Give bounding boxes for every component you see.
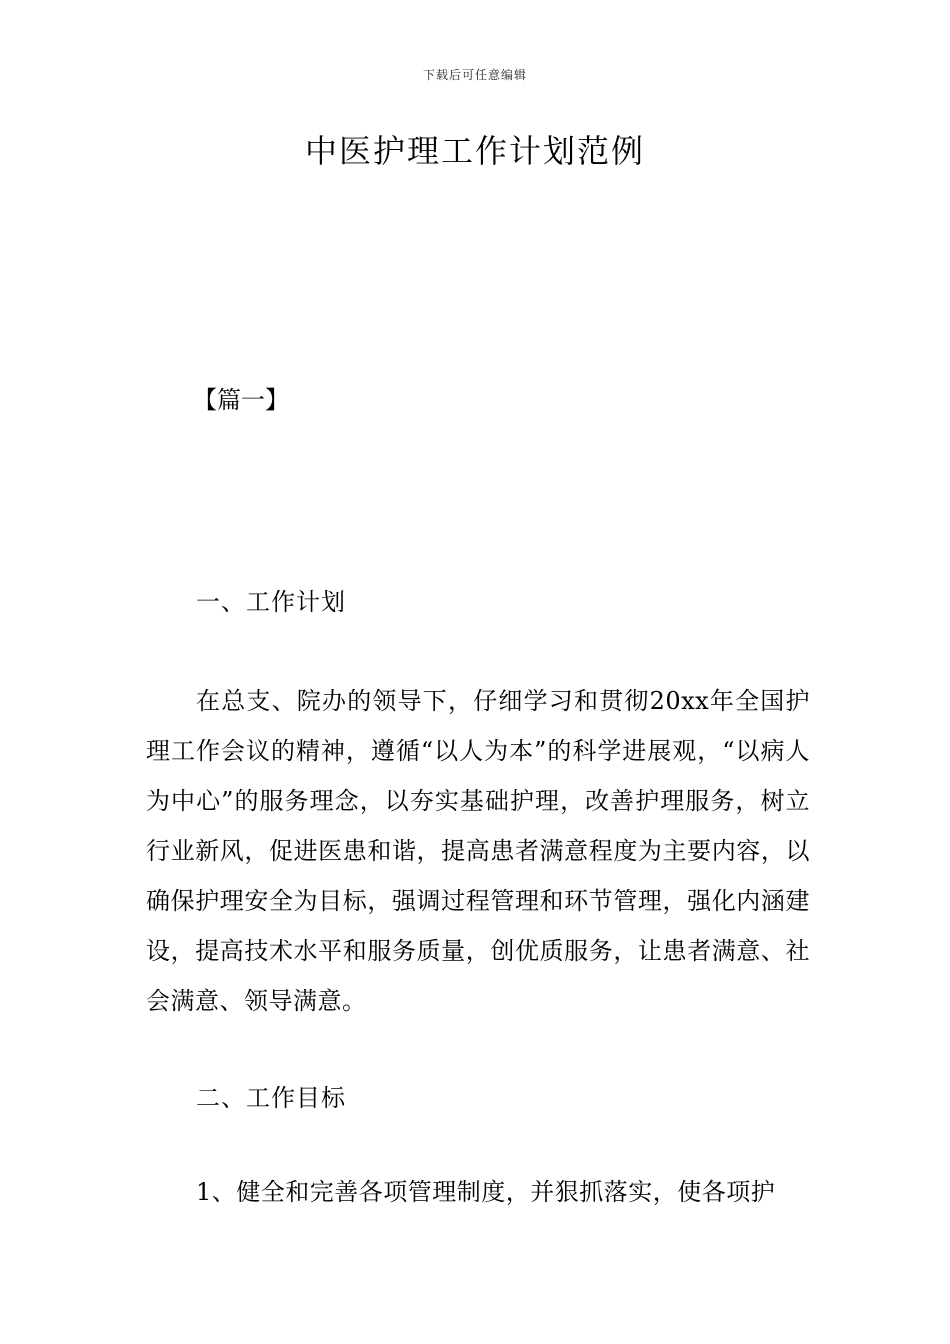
heading-work-goals: 二、工作目标	[196, 1084, 346, 1112]
heading-work-plan: 一、工作计划	[196, 588, 346, 616]
header-note: 下载后可任意编辑	[422, 68, 527, 82]
section-tag: 【篇一】	[193, 386, 289, 414]
paragraph-work-plan: 在总支、院办的领导下，仔细学习和贯彻20xx年全国护理工作会议的精神，遵循“以人为本”的科学进展观，“以病人为中心”的服务理念，以夯实基础护理，改善护理服务，树立行业新风，促进医患和谐，提高患者满意程度为主要内容，以确保护理安全为目标，强调过程管理和环节管理，强化内涵建设，提高技术水平和服务质量，创优质服务，让患者满意、社会满意、领导满意。	[146, 687, 810, 1015]
list-item: 1、健全和完善各项管理制度，并狠抓落实，使各项护	[196, 1178, 776, 1206]
document-title: 中医护理工作计划范例	[304, 132, 645, 170]
